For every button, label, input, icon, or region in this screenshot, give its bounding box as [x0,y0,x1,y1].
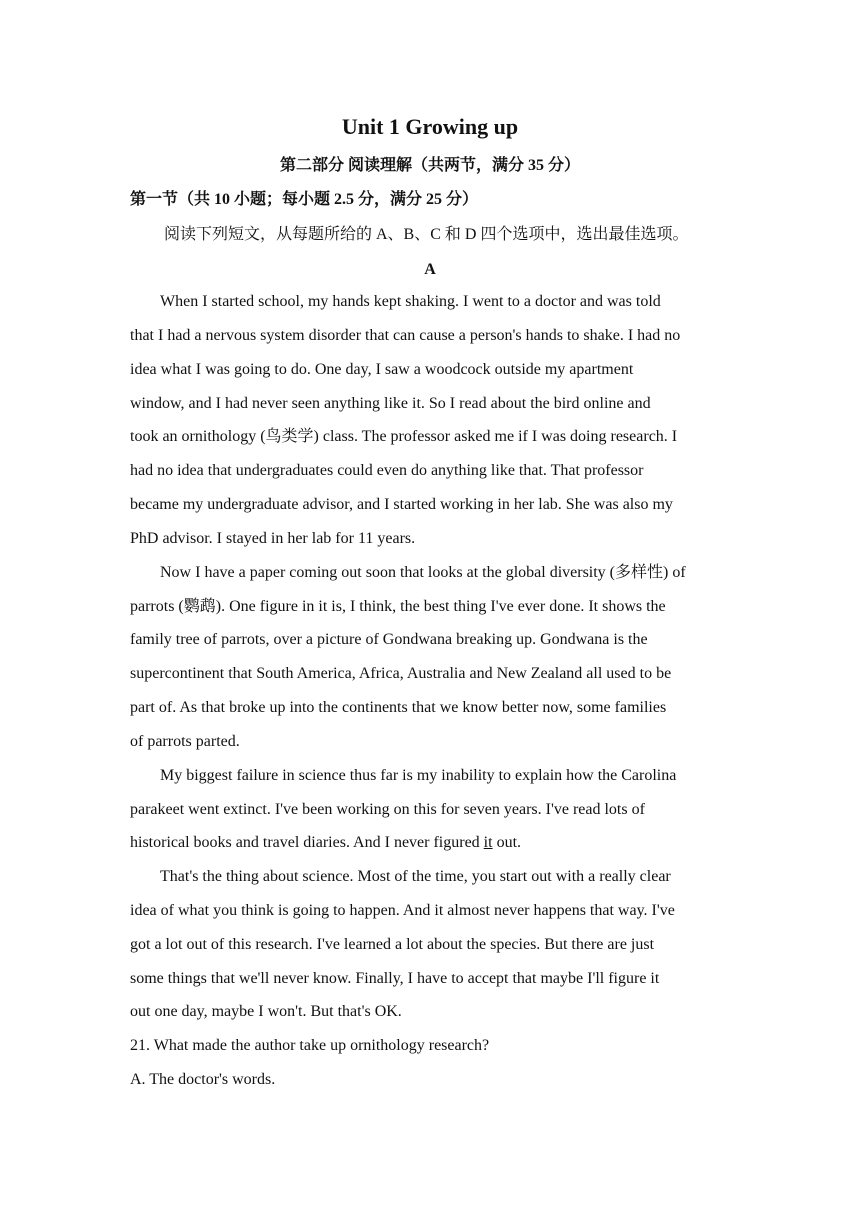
passage-line: When I started school, my hands kept shaking. I went to a doctor and was told [160,293,661,310]
passage-line: window, and I had never seen anything like it. So I read about the bird online and [130,395,651,412]
passage-line: part of. As that broke up into the continents that we know better now, some families [130,699,667,716]
passage-line: some things that we'll never know. Finally, I have to accept that maybe I'll figure it [130,970,660,987]
passage-line: idea of what you think is going to happen. And it almost never happens that way. I've [130,902,675,919]
passage-line: of parrots parted. [130,733,240,750]
passage-line: Now I have a paper coming out soon that looks at the global diversity (多样性) of [160,564,686,581]
passage-line: supercontinent that South America, Africa, Australia and New Zealand all used to be [130,665,672,682]
line-text: out. [492,834,522,851]
passage-line: out one day, maybe I won't. But that's OK. [130,1003,402,1020]
line-text: historical books and travel diaries. And I never figured [130,834,484,851]
passage-line: had no idea that undergraduates could even do anything like that. That professor [130,462,644,479]
passage-line [130,832,521,854]
passage-line: that I had a nervous system disorder that can cause a person's hands to shake. I had no [130,327,681,344]
question-stem: 21. What made the author take up ornithology research? [130,1037,490,1054]
passage-line: My biggest failure in science thus far is my inability to explain how the Carolina [160,767,677,784]
section-heading: 第一节（共 10 小题；每小题 2.5 分，满分 25 分） [130,191,479,208]
passage-line: That's the thing about science. Most of the time, you start out with a really clear [160,868,671,885]
passage-line: got a lot out of this research. I've learned a lot about the species. But there are just [130,936,655,953]
passage-line: parrots (鹦鹉). One figure in it is, I think, the best thing I've ever done. It shows the [130,598,666,615]
underlined-word: it [483,834,493,851]
instructions: 阅读下列短文，从每题所给的 A、B、C 和 D 四个选项中，选出最佳选项。 [164,226,689,243]
answer-option-a: A. The doctor's words. [130,1071,276,1088]
part-heading: 第二部分 阅读理解（共两节，满分 35 分） [279,157,580,174]
document-title: Unit 1 Growing up [341,114,519,139]
passage-line: idea what I was going to do. One day, I saw a woodcock outside my apartment [130,361,634,378]
passage-line: PhD advisor. I stayed in her lab for 11 years. [130,530,416,547]
passage-label: A [424,261,436,278]
passage-line: became my undergraduate advisor, and I started working in her lab. She was also my [130,496,673,513]
passage-line: family tree of parrots, over a picture of Gondwana breaking up. Gondwana is the [130,631,648,648]
passage-line: parakeet went extinct. I've been working on this for seven years. I've read lots of [130,801,645,818]
passage-line: took an ornithology (鸟类学) class. The professor asked me if I was doing research. I [130,428,678,445]
